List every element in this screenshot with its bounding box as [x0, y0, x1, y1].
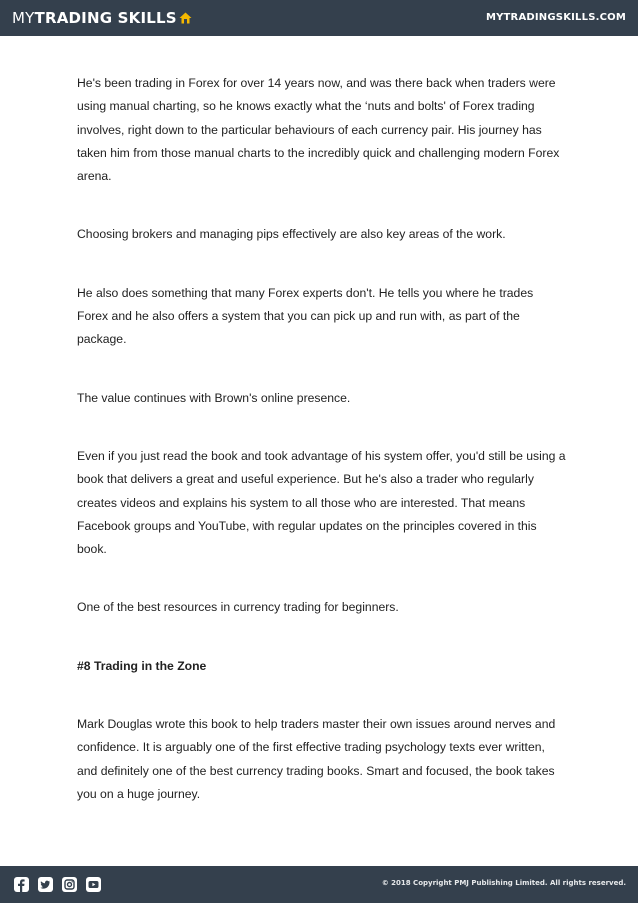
section-heading: #8 Trading in the Zone	[77, 658, 207, 673]
logo-text-thin: MY	[12, 9, 35, 27]
paragraph: He's been trading in Forex for over 14 years now, and was there back when traders were using manual charting, so he knows exactly what the ‘nuts and bolts' of Forex trading involves, right down to the particular behaviours of each currency pair. His journey has taken him from those manual charts to the incredibly quick and challenging modern Forex arena.	[77, 76, 560, 184]
paragraph: Even if you just read the book and took advantage of his system offer, you'd still be using a book that delivers a great and useful experience. But he's also a trader who regularly creates videos and explains his system to all those who are interested. That means Facebook groups and YouTube, with regular updates on the principles covered in this book.	[77, 448, 566, 557]
paragraph: One of the best resources in currency trading for beginners.	[77, 600, 399, 615]
instagram-icon[interactable]	[62, 877, 77, 892]
youtube-icon[interactable]	[86, 877, 101, 892]
paragraph: Mark Douglas wrote this book to help traders master their own issues around nerves and confidence. It is arguably one of the first effective trading psychology texts ever written, and definitely one of the best currency trading books. Smart and focused, the book takes you on a huge journey.	[77, 717, 556, 801]
twitter-icon[interactable]	[38, 877, 53, 892]
site-logo[interactable]	[12, 9, 192, 28]
copyright-text: © 2018 Copyright PMJ Publishing Limited. All rights reserved.	[381, 879, 626, 887]
logo-text-bold: TRADING SKILLS	[34, 9, 177, 27]
social-links	[14, 877, 101, 892]
site-url[interactable]: MYTRADINGSKILLS.COM	[485, 12, 626, 23]
home-icon	[179, 10, 192, 28]
paragraph: The value continues with Brown's online presence.	[77, 390, 351, 405]
footer-bar	[0, 866, 638, 903]
facebook-icon[interactable]	[14, 877, 29, 892]
paragraph: He also does something that many Forex experts don't. He tells you where he trades Forex and he also offers a system that you can pick up and run with, as part of the package.	[77, 285, 534, 347]
document-body	[77, 72, 567, 806]
paragraph: Choosing brokers and managing pips effectively are also key areas of the work.	[77, 227, 506, 242]
header-bar	[0, 0, 638, 36]
